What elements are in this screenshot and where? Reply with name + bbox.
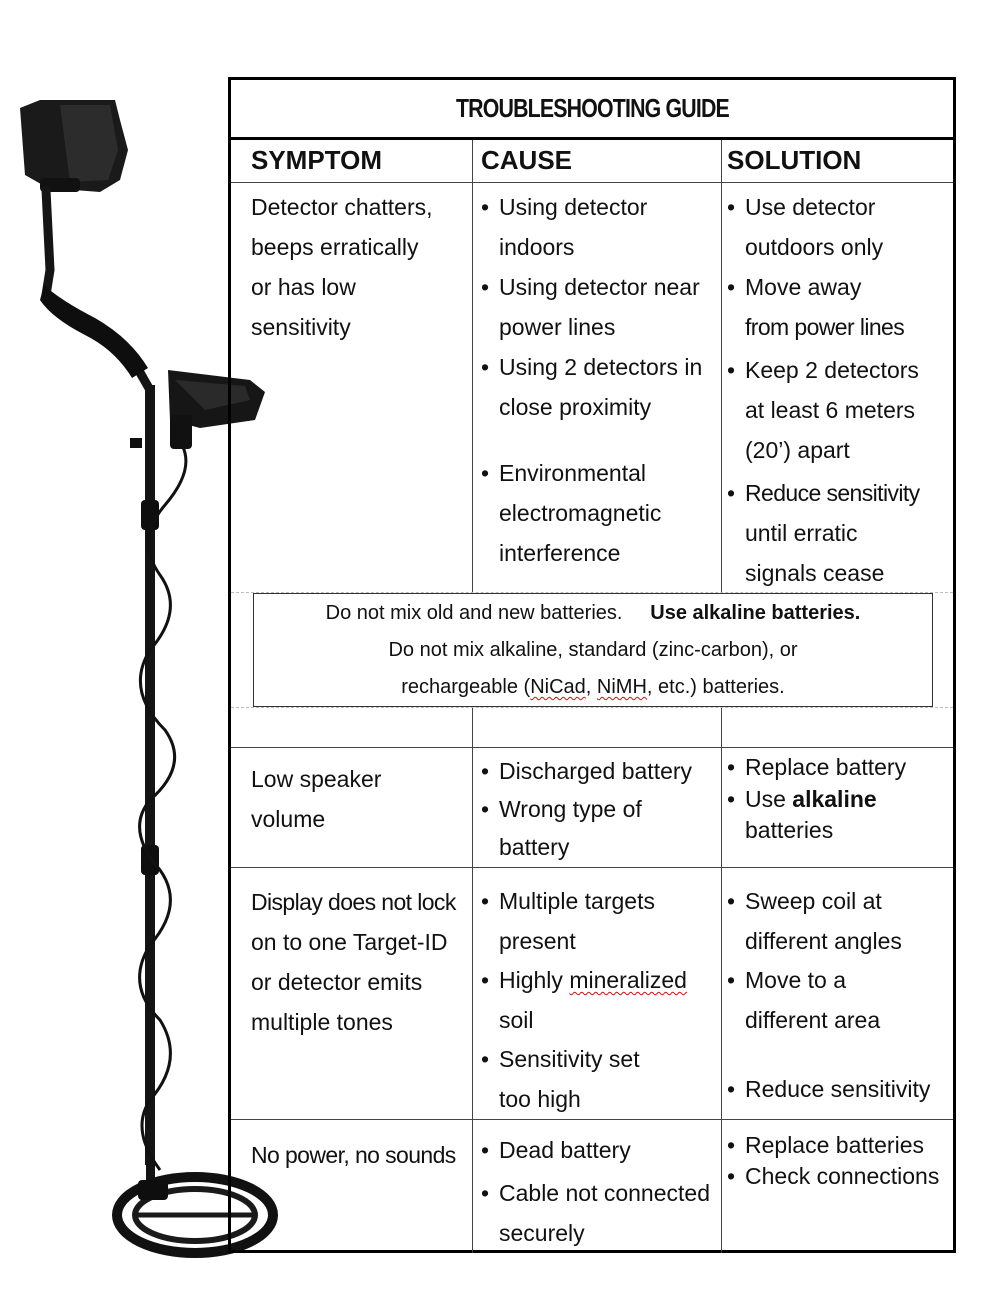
row2-symptom: Low speaker volume (251, 766, 382, 832)
handle-grip (40, 285, 148, 378)
list-item: • Move to a different area (727, 961, 952, 1040)
row3-solutions (727, 882, 952, 1110)
list-item: • Use detector outdoors only (727, 187, 952, 267)
list-item: • Replace batteries (727, 1130, 952, 1161)
shaft-lock-lower (141, 845, 159, 875)
row-divider-3 (231, 867, 953, 868)
list-item: • Environmental electromagnetic interference (481, 453, 716, 573)
row-divider-4 (231, 1119, 953, 1120)
list-item: • Check connections (727, 1161, 952, 1192)
list-item: • Discharged battery (481, 752, 716, 790)
list-item: • Sensitivity set too high (481, 1040, 716, 1119)
list-item: • Replace battery (727, 752, 952, 783)
row2-causes (481, 752, 716, 866)
list-item: • Using detector indoors (481, 187, 716, 267)
row4-solutions (727, 1130, 952, 1192)
note-bottom-divider (231, 707, 953, 708)
list-item: • Using detector near power lines (481, 267, 716, 347)
row-divider-2 (231, 747, 953, 748)
header-symptom: SYMPTOM (251, 145, 382, 175)
row1-symptom: Detector chatters, beeps erratically or has low sensitivity (251, 194, 433, 340)
header-solution: SOLUTION (727, 145, 862, 175)
row2-solutions (727, 752, 952, 846)
row3-causes (481, 882, 716, 1119)
list-item: • Reduce sensitivity until erratic signals cease (727, 473, 952, 593)
header-cause: CAUSE (481, 145, 573, 175)
list-item: • Highly mineralized soil (481, 961, 716, 1040)
row3-symptom: Display does not lock on to one Target-ID or detector emits multiple tones (251, 889, 456, 1035)
list-item: • Use alkaline batteries (727, 784, 952, 846)
list-item: • Keep 2 detectors at least 6 meters (20’) apart (727, 350, 952, 470)
list-item: • Move away from power lines (727, 267, 952, 347)
list-item: • Using 2 detectors in close proximity (481, 347, 716, 427)
row4-symptom: No power, no sounds (251, 1142, 456, 1168)
list-item: • Dead battery (481, 1130, 716, 1170)
row1-causes (481, 187, 716, 573)
list-item: • Wrong type of battery (481, 790, 716, 866)
troubleshooting-guide (228, 77, 956, 1253)
battery-note: Do not mix old and new batteries. Use alkaline batteries. Do not mix alkaline, standard (zinc-carbon), or rechargeable (NiCad, NiMH, etc.) batteries. (253, 593, 933, 707)
list-item: • Sweep coil at different angles (727, 882, 952, 961)
header-divider (231, 182, 953, 183)
guide-title: TROUBLESHOOTING GUIDE (231, 80, 953, 140)
row1-solutions (727, 187, 952, 593)
list-item: • Reduce sensitivity (727, 1070, 952, 1110)
armrest-cuff (20, 100, 128, 192)
list-item: • Multiple targets present (481, 882, 716, 961)
list-item: • Cable not connected securely (481, 1173, 716, 1253)
row4-causes (481, 1130, 716, 1253)
